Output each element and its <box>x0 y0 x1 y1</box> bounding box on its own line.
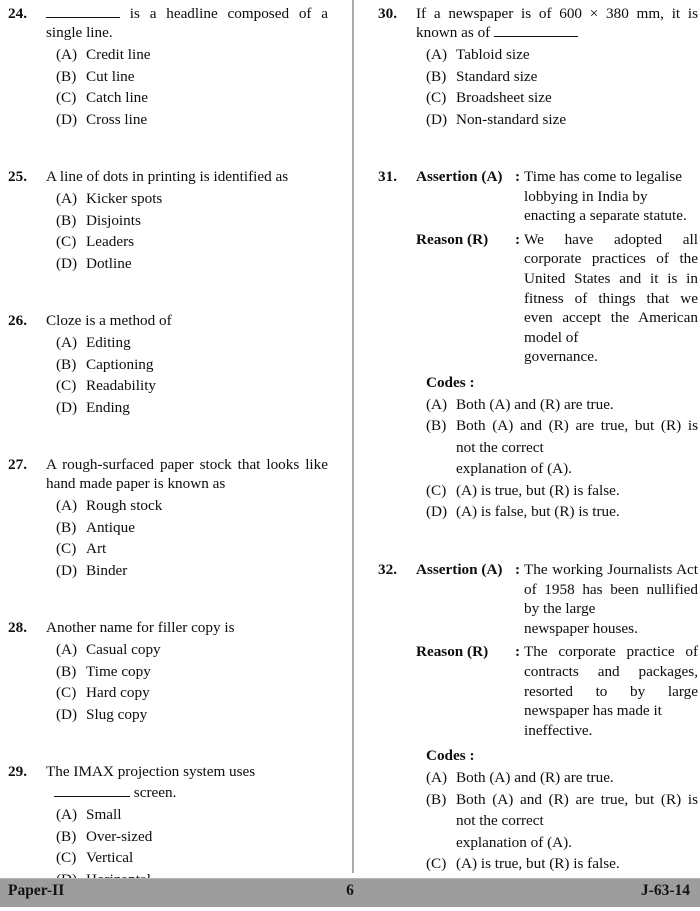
option-text: Credit line <box>86 46 151 63</box>
option-d[interactable] <box>46 560 328 582</box>
option-label: (C) <box>56 540 77 557</box>
option-text: Editing <box>86 334 131 351</box>
option-text: Catch line <box>86 89 148 106</box>
question-text-after-blank: screen. <box>133 784 177 801</box>
option-label: (B) <box>426 67 447 85</box>
option-text: Kicker spots <box>86 190 163 207</box>
option-label: (A) <box>56 46 78 63</box>
option-c[interactable] <box>46 87 328 109</box>
option-label: (B) <box>56 827 77 845</box>
options-list <box>416 394 698 523</box>
question-text: Cloze is a method of <box>46 312 172 329</box>
option-b[interactable] <box>416 66 698 88</box>
options-list <box>46 332 328 418</box>
option-d[interactable] <box>46 109 328 131</box>
question-31 <box>378 167 698 523</box>
option-c[interactable] <box>46 847 328 869</box>
question-number: 29. <box>8 763 27 780</box>
option-text-main: Both (A) and (R) are true, but (R) is not the correct <box>456 790 698 830</box>
assertion-label: Assertion (A) <box>416 560 503 578</box>
option-label: (C) <box>426 89 447 106</box>
question-number: 24. <box>8 5 27 22</box>
assertion-label-wrap <box>416 167 520 187</box>
option-text: Readability <box>86 377 157 394</box>
question-number: 28. <box>8 619 27 636</box>
option-text: Captioning <box>86 355 154 373</box>
question-26 <box>8 311 328 418</box>
option-text: Cut line <box>86 67 135 85</box>
reason-label: Reason (R) <box>416 230 489 248</box>
option-text: Antique <box>86 518 135 536</box>
assertion-label-wrap <box>416 560 520 580</box>
option-label: (A) <box>56 334 78 351</box>
option-c[interactable] <box>46 231 328 253</box>
option-text: Leaders <box>86 233 135 250</box>
codes-title: Codes : <box>426 747 475 765</box>
question-gap <box>8 740 328 762</box>
option-label: (B) <box>426 417 447 435</box>
option-d[interactable] <box>416 109 698 131</box>
option-text: Binder <box>86 561 128 579</box>
assertion-text-last-line: newspaper houses. <box>524 619 638 637</box>
question-gap <box>378 538 698 560</box>
option-a[interactable] <box>46 804 328 826</box>
question-25 <box>8 167 328 274</box>
option-b[interactable] <box>46 661 328 683</box>
option-a[interactable] <box>416 767 698 789</box>
option-label: (C) <box>56 849 77 866</box>
question-text-before-blank: If a newspaper is of 600 × 380 mm, it is known as of <box>416 5 698 41</box>
option-label: (B) <box>56 662 77 680</box>
assertion-row <box>416 167 698 226</box>
option-text: Over-sized <box>86 827 153 845</box>
option-label: (B) <box>56 211 77 229</box>
option-text: Ending <box>86 398 130 416</box>
question-27 <box>8 455 328 581</box>
assertion-label: Assertion (A) <box>416 168 503 185</box>
option-text: Slug copy <box>86 705 148 723</box>
option-text: Small <box>86 806 122 823</box>
option-text: Hard copy <box>86 684 150 701</box>
option-label: (A) <box>56 806 78 823</box>
option-label: (A) <box>56 497 78 514</box>
option-text: Non-standard size <box>456 110 567 128</box>
options-list <box>46 188 328 274</box>
option-label: (C) <box>56 684 77 701</box>
question-32 <box>378 560 698 896</box>
option-text <box>456 789 698 854</box>
option-b[interactable] <box>46 66 328 88</box>
option-label: (C) <box>426 855 447 873</box>
reason-text-last-line: ineffective. <box>524 721 593 739</box>
option-a[interactable] <box>46 332 328 354</box>
question-24 <box>8 4 328 130</box>
option-label: (A) <box>426 395 448 413</box>
option-label: (D) <box>56 705 78 723</box>
fill-blank <box>54 785 130 797</box>
reason-colon: : <box>514 643 520 661</box>
option-text: Broadsheet size <box>456 89 552 106</box>
assertion-colon: : <box>514 560 520 578</box>
option-b[interactable] <box>46 210 328 232</box>
option-a[interactable] <box>416 44 698 66</box>
reason-label-wrap <box>416 230 520 250</box>
option-text-last-line: explanation of (A). <box>456 460 572 478</box>
question-number: 32. <box>378 560 397 578</box>
question-30 <box>378 4 698 130</box>
question-number: 27. <box>8 456 27 473</box>
footer-paper-label: Paper-II <box>8 882 65 899</box>
question-28 <box>8 618 328 725</box>
reason-label-wrap <box>416 642 520 662</box>
assertion-colon: : <box>514 168 520 185</box>
option-text: Rough stock <box>86 497 163 514</box>
option-text: Both (A) and (R) are true. <box>456 769 614 787</box>
options-list <box>416 44 698 130</box>
option-d[interactable] <box>46 704 328 726</box>
option-text: Both (A) and (R) are true. <box>456 395 614 413</box>
footer-paper-code: J-63-14 <box>640 882 690 899</box>
fill-blank <box>46 6 120 18</box>
option-label: (D) <box>56 398 78 416</box>
option-a[interactable] <box>416 394 698 416</box>
question-gap <box>378 145 698 167</box>
option-label: (D) <box>56 561 78 579</box>
option-a[interactable] <box>46 639 328 661</box>
option-b[interactable] <box>416 789 698 854</box>
option-b[interactable] <box>46 354 328 376</box>
option-b[interactable] <box>46 826 328 848</box>
option-label: (B) <box>56 355 77 373</box>
option-text: Art <box>86 540 107 557</box>
question-gap <box>8 289 328 311</box>
reason-text: We have adopted all corporate practices of the United States and it is in fitness of things that we even accept the American model of <box>524 230 698 346</box>
option-a[interactable] <box>46 495 328 517</box>
assertion-row <box>416 560 698 638</box>
question-number: 25. <box>8 168 27 185</box>
option-a[interactable] <box>46 188 328 210</box>
question-text <box>46 4 328 42</box>
option-b[interactable] <box>416 415 698 480</box>
option-text: Dotline <box>86 254 132 272</box>
option-c[interactable] <box>46 682 328 704</box>
reason-row <box>416 642 698 740</box>
option-text: (A) is false, but (R) is true. <box>456 503 620 521</box>
left-column <box>8 4 328 905</box>
options-list <box>46 495 328 581</box>
column-divider <box>352 0 354 873</box>
option-c[interactable] <box>416 87 698 109</box>
question-text-after-blank: is a headline composed of a single line. <box>46 5 329 41</box>
option-label: (A) <box>426 46 448 63</box>
question-number: 26. <box>8 312 27 329</box>
option-label: (D) <box>426 503 448 521</box>
option-label: (B) <box>56 518 77 536</box>
option-text: (A) is true, but (R) is false. <box>456 481 620 499</box>
option-label: (D) <box>56 254 78 272</box>
question-gap <box>8 433 328 455</box>
option-label: (A) <box>56 190 78 207</box>
option-b[interactable] <box>46 517 328 539</box>
option-c[interactable] <box>46 375 328 397</box>
reason-row <box>416 230 698 367</box>
option-c[interactable] <box>416 480 698 502</box>
options-list <box>46 639 328 725</box>
reason-colon: : <box>514 230 520 248</box>
option-text-last-line: explanation of (A). <box>456 833 572 851</box>
option-label: (B) <box>56 67 77 85</box>
question-gap <box>8 145 328 167</box>
question-number: 31. <box>378 168 397 185</box>
question-text: Another name for filler copy is <box>46 619 235 636</box>
reason-text-last-line: governance. <box>524 348 598 366</box>
option-d[interactable] <box>46 397 328 419</box>
option-text <box>456 415 698 480</box>
question-29 <box>8 762 328 890</box>
options-list <box>416 767 698 896</box>
option-c[interactable] <box>416 853 698 875</box>
option-label: (A) <box>56 641 78 658</box>
assertion-text: Time has come to legalise lobbying in India by enacting a separate statute. <box>524 168 687 225</box>
option-label: (D) <box>426 110 448 128</box>
question-text: The IMAX projection system uses <box>46 763 256 780</box>
assertion-text: The working Journalists Act of 1958 has been nullified by the large <box>524 560 698 618</box>
option-text: Time copy <box>86 662 151 680</box>
option-label: (C) <box>426 481 447 499</box>
options-list <box>46 44 328 130</box>
option-text: Cross line <box>86 110 148 128</box>
option-label: (C) <box>56 233 77 250</box>
option-label: (C) <box>56 377 77 394</box>
option-label: (A) <box>426 769 448 787</box>
codes-title: Codes : <box>426 373 475 391</box>
question-text: A line of dots in printing is identified as <box>46 168 289 185</box>
option-text: Casual copy <box>86 641 161 658</box>
option-text: Vertical <box>86 849 134 866</box>
option-text: Standard size <box>456 67 538 85</box>
right-column <box>378 4 698 911</box>
option-label: (B) <box>426 790 447 808</box>
question-gap <box>8 596 328 618</box>
question-number: 30. <box>378 5 397 22</box>
question-text <box>416 4 698 42</box>
option-label: (C) <box>56 89 77 106</box>
option-a[interactable] <box>46 44 328 66</box>
reason-label: Reason (R) <box>416 643 489 661</box>
option-d[interactable] <box>416 501 698 523</box>
option-label: (D) <box>56 110 78 128</box>
footer-page-number: 6 <box>346 882 354 899</box>
reason-text: The corporate practice of contracts and packages, resorted to by large newspaper has made it <box>524 643 698 720</box>
question-text: A rough-surfaced paper stock that looks like hand made paper is known as <box>46 456 328 492</box>
page-footer <box>0 878 700 907</box>
option-d[interactable] <box>46 253 328 275</box>
option-text: Tabloid size <box>456 46 530 63</box>
option-text-main: Both (A) and (R) are true, but (R) is not the correct <box>456 417 698 456</box>
fill-blank <box>494 25 578 37</box>
option-c[interactable] <box>46 538 328 560</box>
question-text-line-2 <box>46 783 328 802</box>
option-text: (A) is true, but (R) is false. <box>456 855 620 873</box>
option-text: Disjoints <box>86 211 141 229</box>
